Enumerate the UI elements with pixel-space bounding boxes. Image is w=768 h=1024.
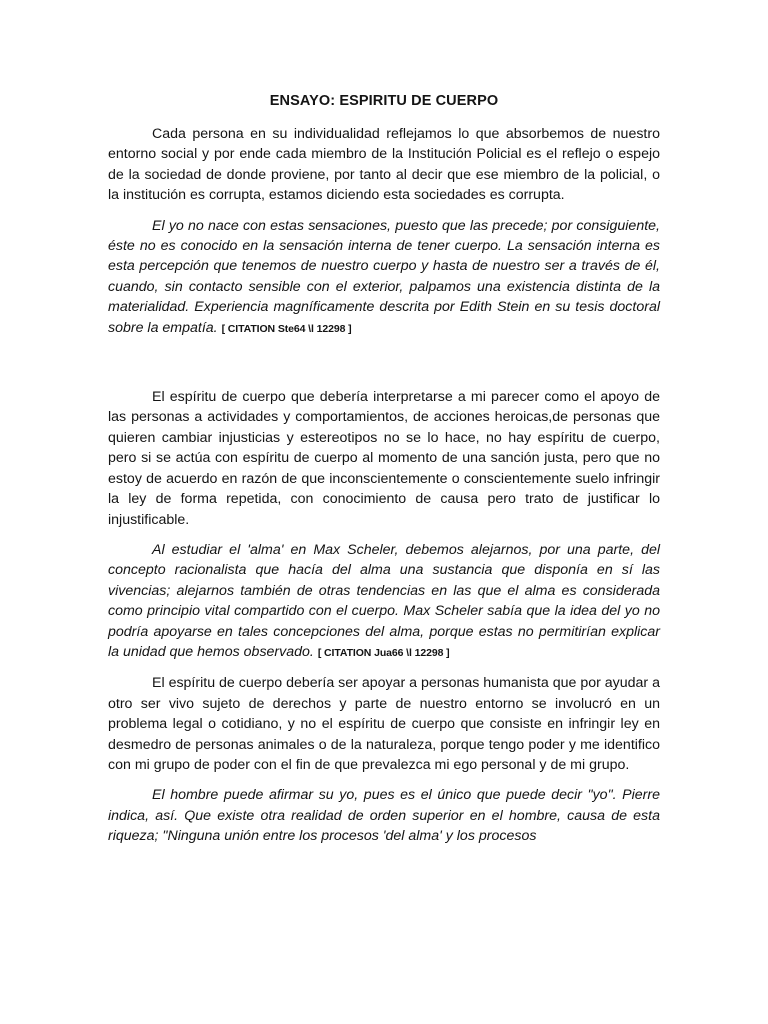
quote-3-text: El hombre puede afirmar su yo, pues es el único que puede decir "yo". Pierre indica, así. Que existe otra realidad de orden superior en el hombre, causa de esta riqueza; "Ninguna unión entre los procesos 'del alma' y los procesos	[108, 787, 660, 845]
document-title: ENSAYO: ESPIRITU DE CUERPO	[269, 93, 499, 109]
citation-field: [ CITATION Jua66 \l 12298 ]	[317, 646, 450, 659]
citation-field: [ CITATION Ste64 \l 12298 ]	[221, 322, 352, 335]
quote-2-text: Al estudiar el 'alma' en Max Scheler, debemos alejarnos, por una parte, del concepto racionalista que hacía del alma una sustancia que disponía en sí las vivencias; alejarnos también de otras tendencias en las que el alma es considerada como principio vital compartido con el cuerpo. Max Scheler sabía que la idea del yo no podría apoyarse en tales concepciones del alma, porque estas no permitirían explicar la unidad que hemos observado.	[108, 541, 660, 660]
paragraph-1-text: Cada persona en su individualidad reflejamos lo que absorbemos de nuestro entorno social y por ende cada miembro de la Institución Policial es el reflejo o espejo de la sociedad de donde proviene, por tanto al decir que ese miembro de la policial, o la institución es corrupta, estamos diciendo esta sociedades es corrupta.	[108, 126, 660, 204]
paragraph-2	[108, 387, 660, 530]
quote-paragraph-3	[108, 785, 660, 846]
paragraph-3-text: El espíritu de cuerpo debería ser apoyar a personas humanista que por ayudar a otro ser vivo sujeto de derechos y parte de nuestro entorno se involucró en un problema legal o cotidiano, y no el espíritu de cuerpo que consiste en infringir ley en desmedro de personas animales o de la naturaleza, porque tengo poder y me identifico con mi grupo de poder con el fin de que prevalezca mi ego personal y de mi grupo.	[108, 675, 660, 773]
quote-paragraph-1	[108, 216, 660, 339]
paragraph-2-text: El espíritu de cuerpo que debería interpretarse a mi parecer como el apoyo de las personas a actividades y comportamientos, de acciones heroicas,de personas que quieren cambiar injusticias y estereotipos no se lo hace, no hay espíritu de cuerpo, pero si se actúa con espíritu de cuerpo al momento de una sanción justa, pero que no estoy de acuerdo en razón de que inconscientemente o conscientemente suelo infringir la ley de forma repetida, con conocimiento de causa pero trato de justificar lo injustificable.	[108, 389, 660, 528]
paragraph-spacer	[108, 349, 660, 387]
quote-paragraph-2	[108, 540, 660, 663]
paragraph-3	[108, 673, 660, 775]
quote-1-text: El yo no nace con estas sensaciones, puesto que las precede; por consiguiente, éste no es conocido en la sensación interna de tener cuerpo. La sensación interna es esta percepción que tenemos de nuestro cuerpo y hasta de nuestro ser a través de él, cuando, sin contacto sensible con el exterior, palpamos una existencia distinta de la materialidad. Experiencia magníficamente descrita por Edith Stein en su tesis doctoral sobre la empatía.	[108, 217, 660, 336]
document-body	[108, 88, 660, 857]
paragraph-1	[108, 124, 660, 206]
